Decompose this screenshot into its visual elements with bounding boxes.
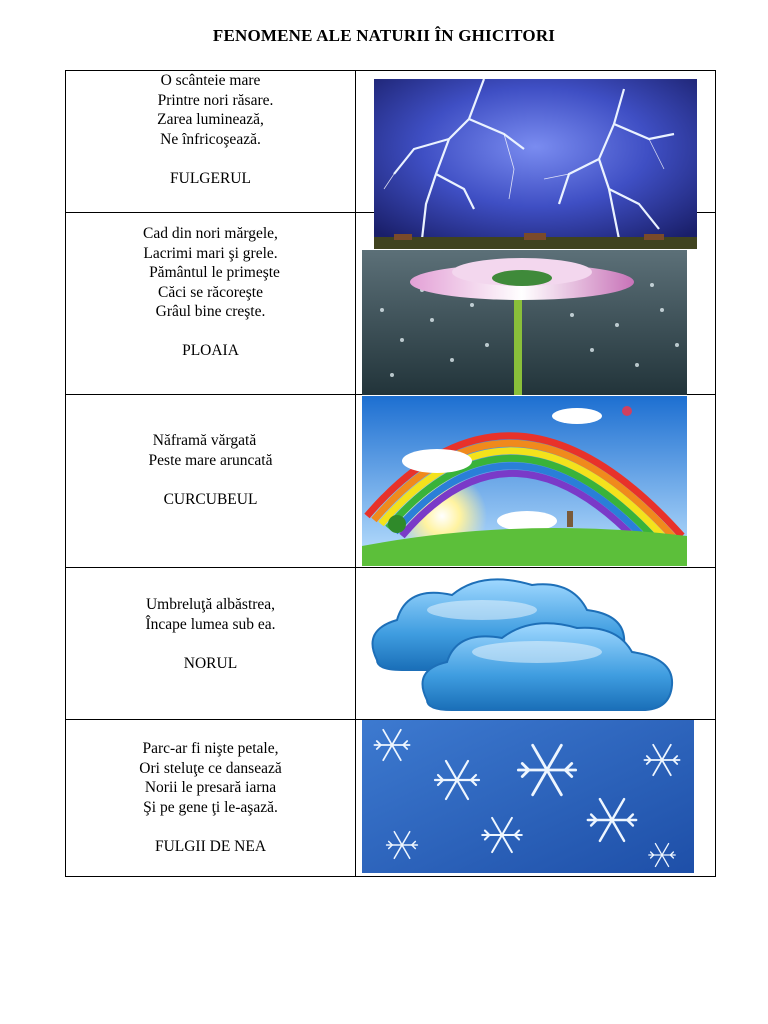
riddle-norul xyxy=(66,595,355,673)
snowflakes-image xyxy=(362,720,694,873)
riddle-fulgerul xyxy=(66,71,355,188)
riddle-line: Umbreluţă albăstrea, xyxy=(145,596,276,613)
riddle-line: Cad din nori mărgele, xyxy=(143,225,278,242)
clouds-image xyxy=(362,570,687,720)
riddle-line: Căci se răcoreşte xyxy=(158,283,263,301)
riddle-line: Ori steluţe ce dansează xyxy=(139,759,282,777)
riddle-ploaia xyxy=(66,224,355,361)
riddle-line: Grâul bine creşte. xyxy=(155,303,266,320)
riddle-line: O scânteie mare xyxy=(160,72,261,89)
rain-flower-image xyxy=(362,250,687,395)
riddle-line: Peste mare aruncată xyxy=(148,451,273,469)
riddle-line: Zarea luminează, xyxy=(157,111,264,128)
riddle-line: Pământul le primeşte xyxy=(149,264,280,281)
riddle-line: Printre nori răsare. xyxy=(157,91,274,109)
riddle-line: Parc-ar fi nişte petale, xyxy=(142,740,279,757)
rainbow-image xyxy=(362,396,687,566)
column-divider xyxy=(355,71,356,876)
riddle-answer: FULGII DE NEA xyxy=(154,837,267,855)
riddle-line: Norii le presară iarna xyxy=(144,779,277,796)
riddle-line: Şi pe gene ţi le-aşază. xyxy=(143,798,278,816)
riddle-fulgii-de-nea xyxy=(66,739,355,856)
row-divider xyxy=(66,567,715,568)
riddle-line: Încape lumea sub ea. xyxy=(145,615,276,633)
riddle-answer: NORUL xyxy=(183,654,238,672)
riddle-curcubeul xyxy=(66,431,355,509)
riddle-line: Lacrimi mari şi grele. xyxy=(143,244,278,262)
riddle-line: Năframă vărgată xyxy=(152,432,257,449)
riddle-line: Ne înfricoşează. xyxy=(160,130,261,148)
page-title: FENOMENE ALE NATURII ÎN GHICITORI xyxy=(212,26,556,45)
riddle-answer: PLOAIA xyxy=(182,342,239,359)
riddle-answer: CURCUBEUL xyxy=(163,490,258,508)
lightning-image xyxy=(374,79,697,249)
riddle-answer: FULGERUL xyxy=(170,169,251,187)
